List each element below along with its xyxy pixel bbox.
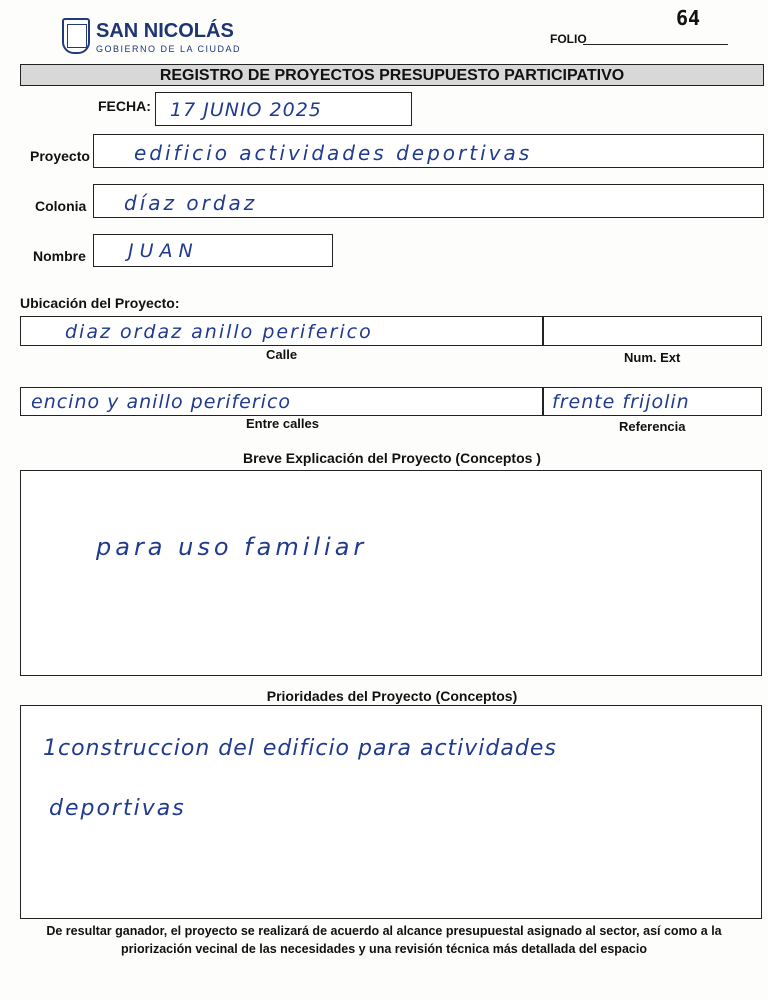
nombre-value: JUAN — [128, 240, 199, 262]
prioridades-field[interactable] — [20, 705, 762, 919]
ubicacion-heading: Ubicación del Proyecto: — [20, 295, 180, 311]
prioridades-line-2: deportivas — [49, 796, 186, 821]
fecha-value: 17 JUNIO 2025 — [170, 99, 322, 121]
calle-value: diaz ordaz anillo periferico — [65, 321, 373, 343]
colonia-value: díaz ordaz — [124, 191, 258, 215]
nombre-field[interactable] — [93, 234, 333, 267]
entre-calles-label: Entre calles — [246, 416, 319, 431]
num-ext-label: Num. Ext — [624, 350, 681, 365]
folio-number: 64 — [676, 6, 701, 30]
logo — [62, 18, 242, 58]
nombre-label: Nombre — [33, 248, 86, 264]
city-seal-icon — [62, 18, 90, 54]
explicacion-value: para uso familiar — [96, 533, 368, 561]
folio-line — [583, 44, 728, 45]
prioridades-line-1: 1construccion del edificio para actividades — [43, 736, 557, 761]
explicacion-heading: Breve Explicación del Proyecto (Conceptos ) — [243, 450, 541, 466]
proyecto-value: edificio actividades deportivas — [134, 141, 533, 165]
entre-calles-field[interactable] — [20, 387, 543, 416]
calle-label: Calle — [266, 347, 298, 362]
fecha-field[interactable] — [155, 92, 412, 126]
proyecto-field[interactable] — [93, 134, 764, 168]
referencia-value: frente frijolin — [552, 391, 690, 413]
logo-subtitle: GOBIERNO DE LA CIUDAD — [96, 44, 242, 54]
colonia-label: Colonia — [35, 198, 87, 214]
calle-field[interactable] — [20, 316, 543, 346]
proyecto-label: Proyecto — [30, 148, 90, 164]
num-ext-field[interactable] — [543, 316, 762, 346]
referencia-label: Referencia — [619, 419, 686, 434]
prioridades-heading: Prioridades del Proyecto (Conceptos) — [266, 688, 518, 704]
form-title: REGISTRO DE PROYECTOS PRESUPUESTO PARTICIPATIVO — [20, 64, 764, 86]
footer-note-line-1: De resultar ganador, el proyecto se realizará de acuerdo al alcance presupuestal asignado al sector, así como a la — [46, 924, 722, 938]
fecha-label: FECHA: — [98, 98, 151, 114]
folio-label: FOLIO — [550, 32, 587, 46]
entre-calles-value: encino y anillo periferico — [31, 391, 292, 413]
footer-note-line-2: priorización vecinal de las necesidades y una revisión técnica más detallada del espacio — [121, 942, 647, 956]
referencia-field[interactable] — [543, 387, 762, 416]
colonia-field[interactable] — [93, 184, 764, 218]
explicacion-field[interactable] — [20, 470, 762, 676]
logo-name: SAN NICOLÁS — [96, 20, 234, 42]
